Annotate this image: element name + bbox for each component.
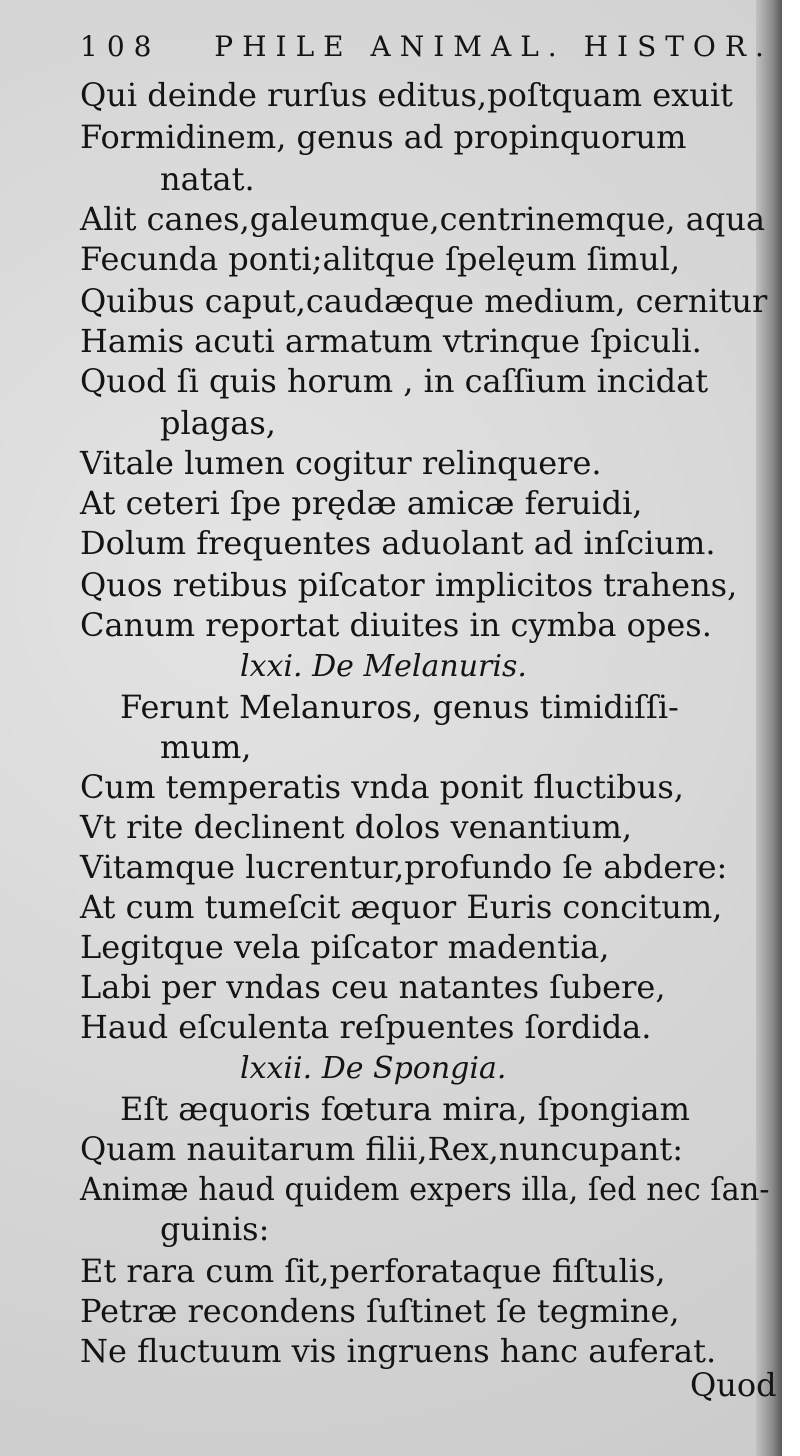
verse-line: Qui deinde rurſus editus,poſtquam exuit [80,76,733,114]
section-heading: lxxi. De Melanuris. [240,649,527,684]
verse-line: Hamis acuti armatum vtrinque ſpiculi. [80,322,702,360]
verse-line: Haud eſculenta reſpuentes ſordida. [80,1008,652,1046]
verse-line: Ne fluctuum vis ingruens hanc auferat. [80,1332,717,1370]
verse-line-continuation: natat. [160,160,255,198]
verse-line: At cum tumeſcit æquor Euris concitum, [80,888,723,926]
verse-line: Animæ haud quidem expers illa, ſed nec ſan- [80,1170,770,1208]
verse-line: Labi per vndas ceu natantes ſubere, [80,968,666,1006]
verse-line: Quos retibus piſcator implicitos trahens, [80,566,738,604]
verse-line: Legitque vela piſcator madentia, [80,928,610,966]
verse-line-continuation: mum, [160,728,252,766]
verse-line: Formidinem, genus ad propinquorum [80,118,687,156]
verse-line: Ferunt Melanuros, genus timidiſſi- [120,688,679,726]
verse-line: Cum temperatis vnda ponit fluctibus, [80,768,684,806]
verse-line: Canum reportat diuites in cymba opes. [80,606,712,644]
verse-line: Vt rite declinent dolos venantium, [80,808,633,846]
verse-line: Quam nauitarum filii,Rex,nuncupant: [80,1130,683,1168]
verse-line-continuation: guinis: [160,1210,270,1248]
running-header [80,30,773,63]
verse-line: Dolum frequentes aduolant ad inſcium. [80,524,716,562]
verse-line: Quibus caput,caudæque medium, cernitur [80,282,768,320]
verse-line: Petræ recondens ſuſtinet ſe tegmine, [80,1292,680,1330]
verse-line-continuation: plagas, [160,404,276,442]
verse-line: Alit canes,galeumque,centrinemque, aqua [80,200,766,238]
running-title: PHILE ANIMAL. HISTOR. [214,30,773,63]
verse-line: Vitale lumen cogitur relinquere. [80,444,602,482]
verse-line: Fecunda ponti;alitque ſpelęum ſimul, [80,240,681,278]
verse-line: Et rara cum ſit,perforataque fiſtulis, [80,1252,666,1290]
verse-line: At ceteri ſpe prędæ amicæ feruidi, [80,484,643,522]
catchword: Quod [690,1366,777,1404]
verse-line: Eſt æquoris fœtura mira, ſpongiam [120,1090,690,1128]
page-number: 108 [80,30,161,63]
verse-line: Vitamque lucrentur,profundo ſe abdere: [80,848,728,886]
section-heading: lxxii. De Spongia. [240,1051,507,1086]
verse-line: Quod ſi quis horum , in caſſium incidat [80,362,709,400]
